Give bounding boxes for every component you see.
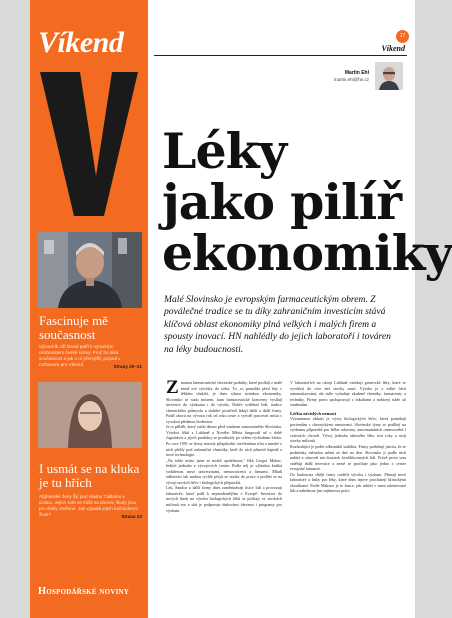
- side-heading-1: Fascinuje mě současnost: [39, 313, 108, 342]
- paragraph: V laboratořích na okraji Lublaně vznikají generické léky, které se vyvážejí do více než stovky zemí. Výroba je z velké části automatizovaná, ale stále vyžaduje zkušené chemiky, farmaceuty a techniky. Firmy proto spolupracují s fakultami a nabízejí stáže už studentům.: [290, 380, 406, 408]
- paragraph: Je to příběh, který začal dávno před vznikem samostatného Slovinska. Výrobci léků z Lublaně a Nového Města fungovali už v době Jugoslávie a jejich produkty se prodávaly po celém východním bloku. Po roce 1991 se firmy musely přizpůsobit otevřenému trhu a mnohé z nich přešly pod zahraniční vlastníky, kteří do nich přinesli kapitál a nové technologie.: [166, 424, 282, 458]
- article-lead: Malé Slovinsko je evropským farmaceutickým obrem. Z poválečné tradice se tu díky zahraničním investicím stává klíčová oblast ekonomiky plná velkých i malých firem a spousty inovací. HN nahlédly do jejich laboratoří i továren na léky budoucnosti.: [164, 294, 391, 355]
- header-rule: [154, 55, 407, 56]
- article-subheading: Léčba závislých nemocí: [290, 410, 337, 416]
- side-ref-2: Strana 23: [121, 514, 142, 519]
- paragraph: Zmanou farmaceutické slovinské podniky, které posílají z malé země své výrobky do světa. To, co pomohlo před lety v těžkém období, je dnes silnou stránkou ekonomiky. Slovinsko se stalo místem, kam farmaceutické koncerny vysílají investice do výzkumu i do výroby. Dobře vzdělaní lidé, tradice chemického průmyslu a stabilní prostředí lákají další a další firmy. Podíl oboru na vývozu rok od roku roste a vytváří pracovní místa s vysokou přidanou hodnotou.: [166, 377, 282, 424]
- big-v-graphic: [30, 70, 148, 220]
- page-number: 17: [396, 30, 409, 43]
- side-heading-2: I usmát se na kluka je tu hřích: [39, 461, 140, 490]
- section-tag: Víkend: [381, 44, 405, 53]
- paragraph: Významnou oblastí je vývoj biologických léčiv, která pomáhají pacientům s chronickými nemocemi. Slovinské týmy se podílejí na výzkumu přípravků pro léčbu rakoviny, autoimunitních onemocnění i vzácných chorob. Vývoj jednoho takového léku trvá roky a stojí stovky milionů.: [290, 416, 406, 444]
- article-body: [166, 377, 406, 513]
- drop-cap: Z: [166, 377, 179, 398]
- artist-photo: [38, 232, 142, 308]
- author-avatar: [375, 62, 403, 90]
- sidebar: [30, 0, 148, 618]
- author-name: Martin Ehl: [344, 70, 369, 76]
- side-ref-1: Strany 20–21: [113, 364, 142, 369]
- publisher-logo: Hospodářské noviny: [38, 586, 130, 597]
- paragraph: Do budoucna chtějí firmy rozšířit výrobu i výzkum. Plánují nové laboratoře a linky pro léky, které dnes teprve procházejí klinickými zkouškami. Podle Makuce je to šance, jak udržet v zemi talentované lidi a nabídnout jim zajímavou práci.: [290, 471, 406, 494]
- paragraph: Lek, Sandoz a další firmy dnes zaměstnávají tisíce lidí a provozují laboratoře, které patří k nejmodernějším v Evropě. Investice do nových linek na výrobu biologických léků se počítají ve stovkách milionů eur a stát je podporuje daňovými úlevami i programy pro výzkum.: [166, 485, 282, 513]
- newspaper-page: [30, 0, 452, 618]
- article-headline: Léky jako pilíř ekonomiky: [162, 122, 452, 282]
- vikend-logo: Víkend: [38, 26, 124, 59]
- author-email: martin.ehl@hn.cz: [333, 77, 369, 82]
- woman-photo: [38, 382, 142, 448]
- article-column-1: [166, 377, 282, 513]
- side-text-2: Afghánské ženy žijí pod vládou Tálibánu v izolaci. Jejich svět se zúžil na domov, školy jsou pro dívky zavřené. Jak vypadá jejich každodenní život?: [39, 494, 138, 517]
- article-column-2: [290, 380, 406, 513]
- side-text-1: Výtvarník Jiří David patří k výrazným osobnostem české scény. Proč ho láká současnost a jak o ní přemýšlí, popsal v rozhovoru pro Víkend.: [39, 344, 121, 367]
- paragraph: „Na tohle místo jsme se mohli spolehnout,“ říká Gregor Makuc, ředitel jednoho z vývojových center. Podle něj je výhodou krátká vzdálenost mezi univerzitami, nemocnicemi a firmami. Mladí odborníci tak mohou rychle přejít ze studia do praxe a podílet se na vývoji nových léčiv i biologických přípravků.: [166, 457, 282, 485]
- paragraph: Rozhodující je podle odborníků stabilita. Firmy potřebují jistotu, že se podmínky nebudou měnit ze dne na den. Slovinsko ji podle nich nabízí a zároveň má dostatek kvalifikovaných lidí. Právě proto sem směřují další investice a země se profiluje jako jedno z center evropské farmacie.: [290, 444, 406, 472]
